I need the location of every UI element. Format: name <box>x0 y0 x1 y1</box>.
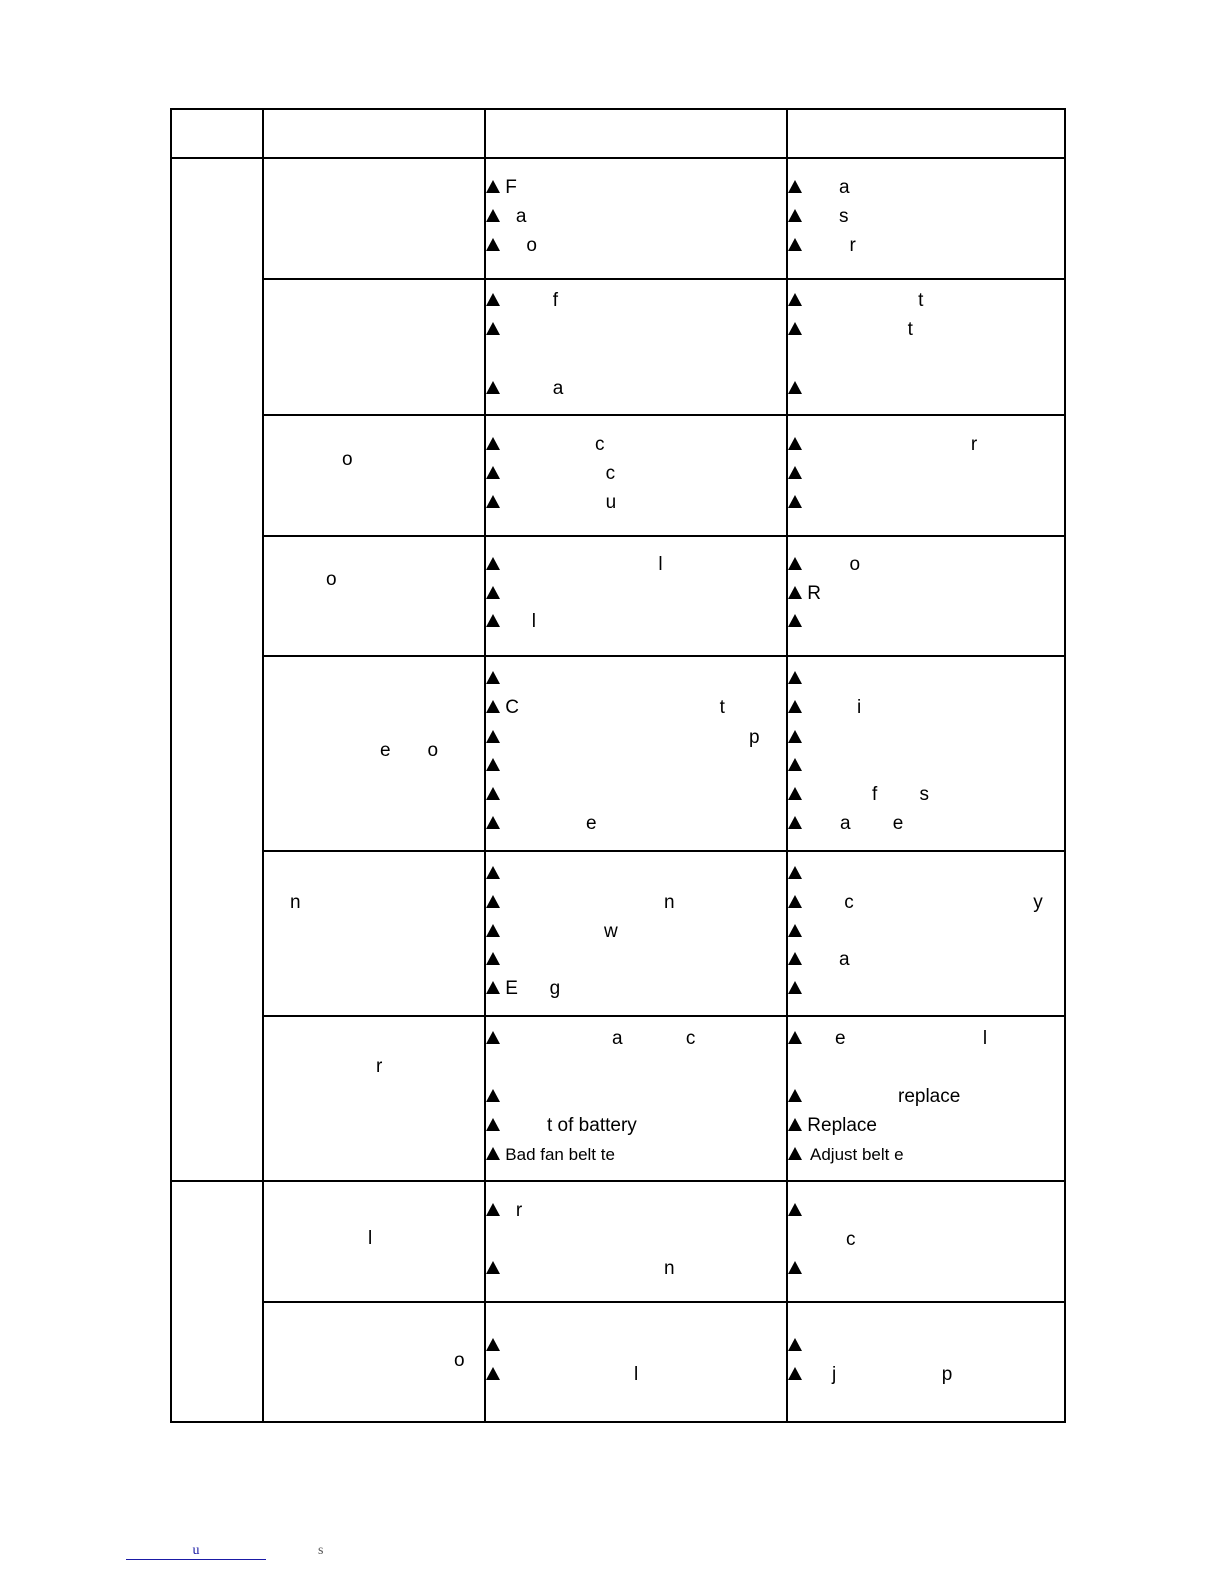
bullet-triangle-icon <box>486 671 500 684</box>
bullet-triangle-icon <box>788 180 802 193</box>
remedy-line <box>788 1258 807 1280</box>
cause-line <box>486 813 500 835</box>
cause-line: o <box>486 235 537 257</box>
row-divider <box>262 1301 1066 1303</box>
bullet-triangle-icon <box>788 1118 802 1131</box>
row-label: o <box>454 1350 465 1371</box>
table-border-top <box>170 108 1066 110</box>
remedy-line <box>788 978 807 1000</box>
row-divider <box>262 1015 1066 1017</box>
remedy-line <box>788 1086 802 1108</box>
remedy-fragment: replace <box>898 1086 961 1107</box>
cause-line <box>486 1028 500 1050</box>
cause-line <box>486 668 505 690</box>
bullet-triangle-icon <box>486 866 500 879</box>
cause-line <box>486 863 505 885</box>
bullet-triangle-icon <box>486 557 500 570</box>
bullet-triangle-icon <box>788 816 802 829</box>
cause-fragment: n <box>664 1258 675 1279</box>
remedy-fragment: f s <box>872 784 930 805</box>
bullet-triangle-icon <box>788 614 802 627</box>
bullet-triangle-icon <box>486 1203 500 1216</box>
remedy-line <box>788 1364 802 1386</box>
bullet-triangle-icon <box>788 586 802 599</box>
bullet-triangle-icon <box>486 1089 500 1102</box>
bullet-triangle-icon <box>486 952 500 965</box>
bullet-triangle-icon <box>788 1261 802 1274</box>
bullet-triangle-icon <box>486 924 500 937</box>
cause-line <box>486 583 505 605</box>
bullet-triangle-icon <box>788 952 802 965</box>
bullet-triangle-icon <box>788 238 802 251</box>
remedy-line <box>788 921 807 943</box>
remedy-line <box>788 784 802 806</box>
cause-line: E g <box>486 978 560 1000</box>
remedy-line <box>788 492 807 514</box>
remedy-line <box>788 668 807 690</box>
bullet-triangle-icon <box>486 1261 500 1274</box>
bullet-triangle-icon <box>486 293 500 306</box>
bullet-triangle-icon <box>486 238 500 251</box>
remedy-line <box>788 1200 807 1222</box>
cause-fragment: e <box>586 813 597 834</box>
remedy-line <box>788 863 807 885</box>
cause-line: l <box>486 611 536 633</box>
cause-line <box>486 949 505 971</box>
cause-line: f <box>486 290 558 312</box>
row-label: l <box>368 1228 373 1249</box>
row-label: n <box>290 892 301 913</box>
bullet-triangle-icon <box>486 1031 500 1044</box>
cause-line: C t <box>486 697 725 719</box>
cause-line: c <box>486 434 605 456</box>
cause-fragment: w <box>604 921 618 942</box>
cause-line <box>486 755 505 777</box>
bullet-triangle-icon <box>486 437 500 450</box>
remedy-line: r <box>788 235 856 257</box>
bullet-triangle-icon <box>486 466 500 479</box>
cause-fragment: p <box>749 727 760 748</box>
bullet-triangle-icon <box>788 1338 802 1351</box>
remedy-line: Replace <box>788 1115 877 1137</box>
bullet-triangle-icon <box>788 322 802 335</box>
bullet-triangle-icon <box>788 895 802 908</box>
remedy-fragment: j p <box>832 1364 953 1385</box>
remedy-line: c y <box>788 892 1043 914</box>
cause-line <box>486 1086 505 1108</box>
bullet-triangle-icon <box>788 381 802 394</box>
cause-fragment: n <box>664 892 675 913</box>
table-border-right <box>1064 108 1066 1423</box>
cause-fragment: a c <box>612 1028 696 1049</box>
bullet-triangle-icon <box>486 1367 500 1380</box>
bullet-triangle-icon <box>788 1367 802 1380</box>
cause-line <box>486 892 500 914</box>
bullet-triangle-icon <box>486 1118 500 1131</box>
row-divider <box>262 414 1066 416</box>
bullet-triangle-icon <box>788 866 802 879</box>
bullet-triangle-icon <box>788 557 802 570</box>
remedy-fragment: c <box>846 1229 856 1250</box>
row-label: o <box>342 449 353 470</box>
bullet-triangle-icon <box>788 1089 802 1102</box>
cause-line: c <box>486 463 615 485</box>
cause-line <box>486 784 505 806</box>
bullet-triangle-icon <box>788 671 802 684</box>
table-border-left <box>170 108 172 1423</box>
remedy-line <box>788 1144 802 1166</box>
remedy-line <box>788 463 807 485</box>
remedy-line <box>788 813 802 835</box>
cause-line: a <box>486 378 563 400</box>
row-label: e o <box>380 740 439 761</box>
bullet-triangle-icon <box>788 730 802 743</box>
remedy-line: s <box>788 206 848 228</box>
remedy-line: R <box>788 583 821 605</box>
remedy-line <box>788 697 802 719</box>
bullet-triangle-icon <box>788 981 802 994</box>
bullet-triangle-icon <box>788 924 802 937</box>
remedy-line: r <box>788 434 977 456</box>
bullet-triangle-icon <box>788 1031 802 1044</box>
bullet-triangle-icon <box>486 586 500 599</box>
remedy-line: t <box>788 319 913 341</box>
cause-line: r <box>486 1200 522 1222</box>
bullet-triangle-icon <box>486 700 500 713</box>
remedy-fragment: i <box>857 697 862 718</box>
bullet-triangle-icon <box>486 730 500 743</box>
cause-line: u <box>486 492 616 514</box>
cause-line <box>486 319 505 341</box>
row-label: r <box>376 1056 383 1077</box>
bullet-triangle-icon <box>486 758 500 771</box>
cause-line: l <box>486 554 663 576</box>
bullet-triangle-icon <box>788 466 802 479</box>
bullet-triangle-icon <box>486 495 500 508</box>
remedy-line: a <box>788 949 850 971</box>
footer-link[interactable]: u <box>126 1543 266 1560</box>
remedy-line <box>788 1028 802 1050</box>
bullet-triangle-icon <box>486 895 500 908</box>
cause-fragment: l <box>634 1364 639 1385</box>
group-divider <box>170 1180 1066 1182</box>
bullet-triangle-icon <box>486 1147 500 1160</box>
cause-line <box>486 1115 500 1137</box>
remedy-fragment: Adjust belt e <box>810 1145 904 1164</box>
bullet-triangle-icon <box>486 322 500 335</box>
cause-line <box>486 1335 505 1357</box>
row-label: o <box>326 569 337 590</box>
bullet-triangle-icon <box>486 614 500 627</box>
bullet-triangle-icon <box>486 816 500 829</box>
footer-text: s <box>318 1543 324 1558</box>
bullet-triangle-icon <box>788 1203 802 1216</box>
remedy-line: t <box>788 290 923 312</box>
remedy-line: a <box>788 177 850 199</box>
cause-line: F <box>486 177 517 199</box>
table-border-bottom <box>170 1421 1066 1423</box>
column-divider <box>262 108 264 1423</box>
cause-line: a <box>486 206 526 228</box>
bullet-triangle-icon <box>788 293 802 306</box>
remedy-line <box>788 1335 807 1357</box>
cause-line <box>486 1364 500 1386</box>
header-divider <box>170 157 1066 159</box>
bullet-triangle-icon <box>486 787 500 800</box>
remedy-line <box>788 611 807 633</box>
cause-line <box>486 921 500 943</box>
bullet-triangle-icon <box>788 758 802 771</box>
cause-line <box>486 1258 500 1280</box>
row-divider <box>262 278 1066 280</box>
cause-fragment: t of battery <box>547 1115 637 1136</box>
bullet-triangle-icon <box>486 1338 500 1351</box>
remedy-line: o <box>788 554 860 576</box>
cause-line <box>486 727 500 749</box>
remedy-fragment: e l <box>835 1028 988 1049</box>
remedy-fragment: a e <box>840 813 904 834</box>
bullet-triangle-icon <box>788 1147 802 1160</box>
row-divider <box>262 655 1066 657</box>
bullet-triangle-icon <box>486 981 500 994</box>
bullet-triangle-icon <box>486 209 500 222</box>
row-divider <box>262 535 1066 537</box>
remedy-line <box>788 378 807 400</box>
remedy-line <box>788 727 807 749</box>
row-divider <box>262 850 1066 852</box>
bullet-triangle-icon <box>788 209 802 222</box>
bullet-triangle-icon <box>788 495 802 508</box>
cause-line: Bad fan belt te <box>486 1144 615 1166</box>
bullet-triangle-icon <box>486 381 500 394</box>
bullet-triangle-icon <box>788 437 802 450</box>
bullet-triangle-icon <box>486 180 500 193</box>
bullet-triangle-icon <box>788 787 802 800</box>
remedy-line <box>788 755 807 777</box>
bullet-triangle-icon <box>788 700 802 713</box>
